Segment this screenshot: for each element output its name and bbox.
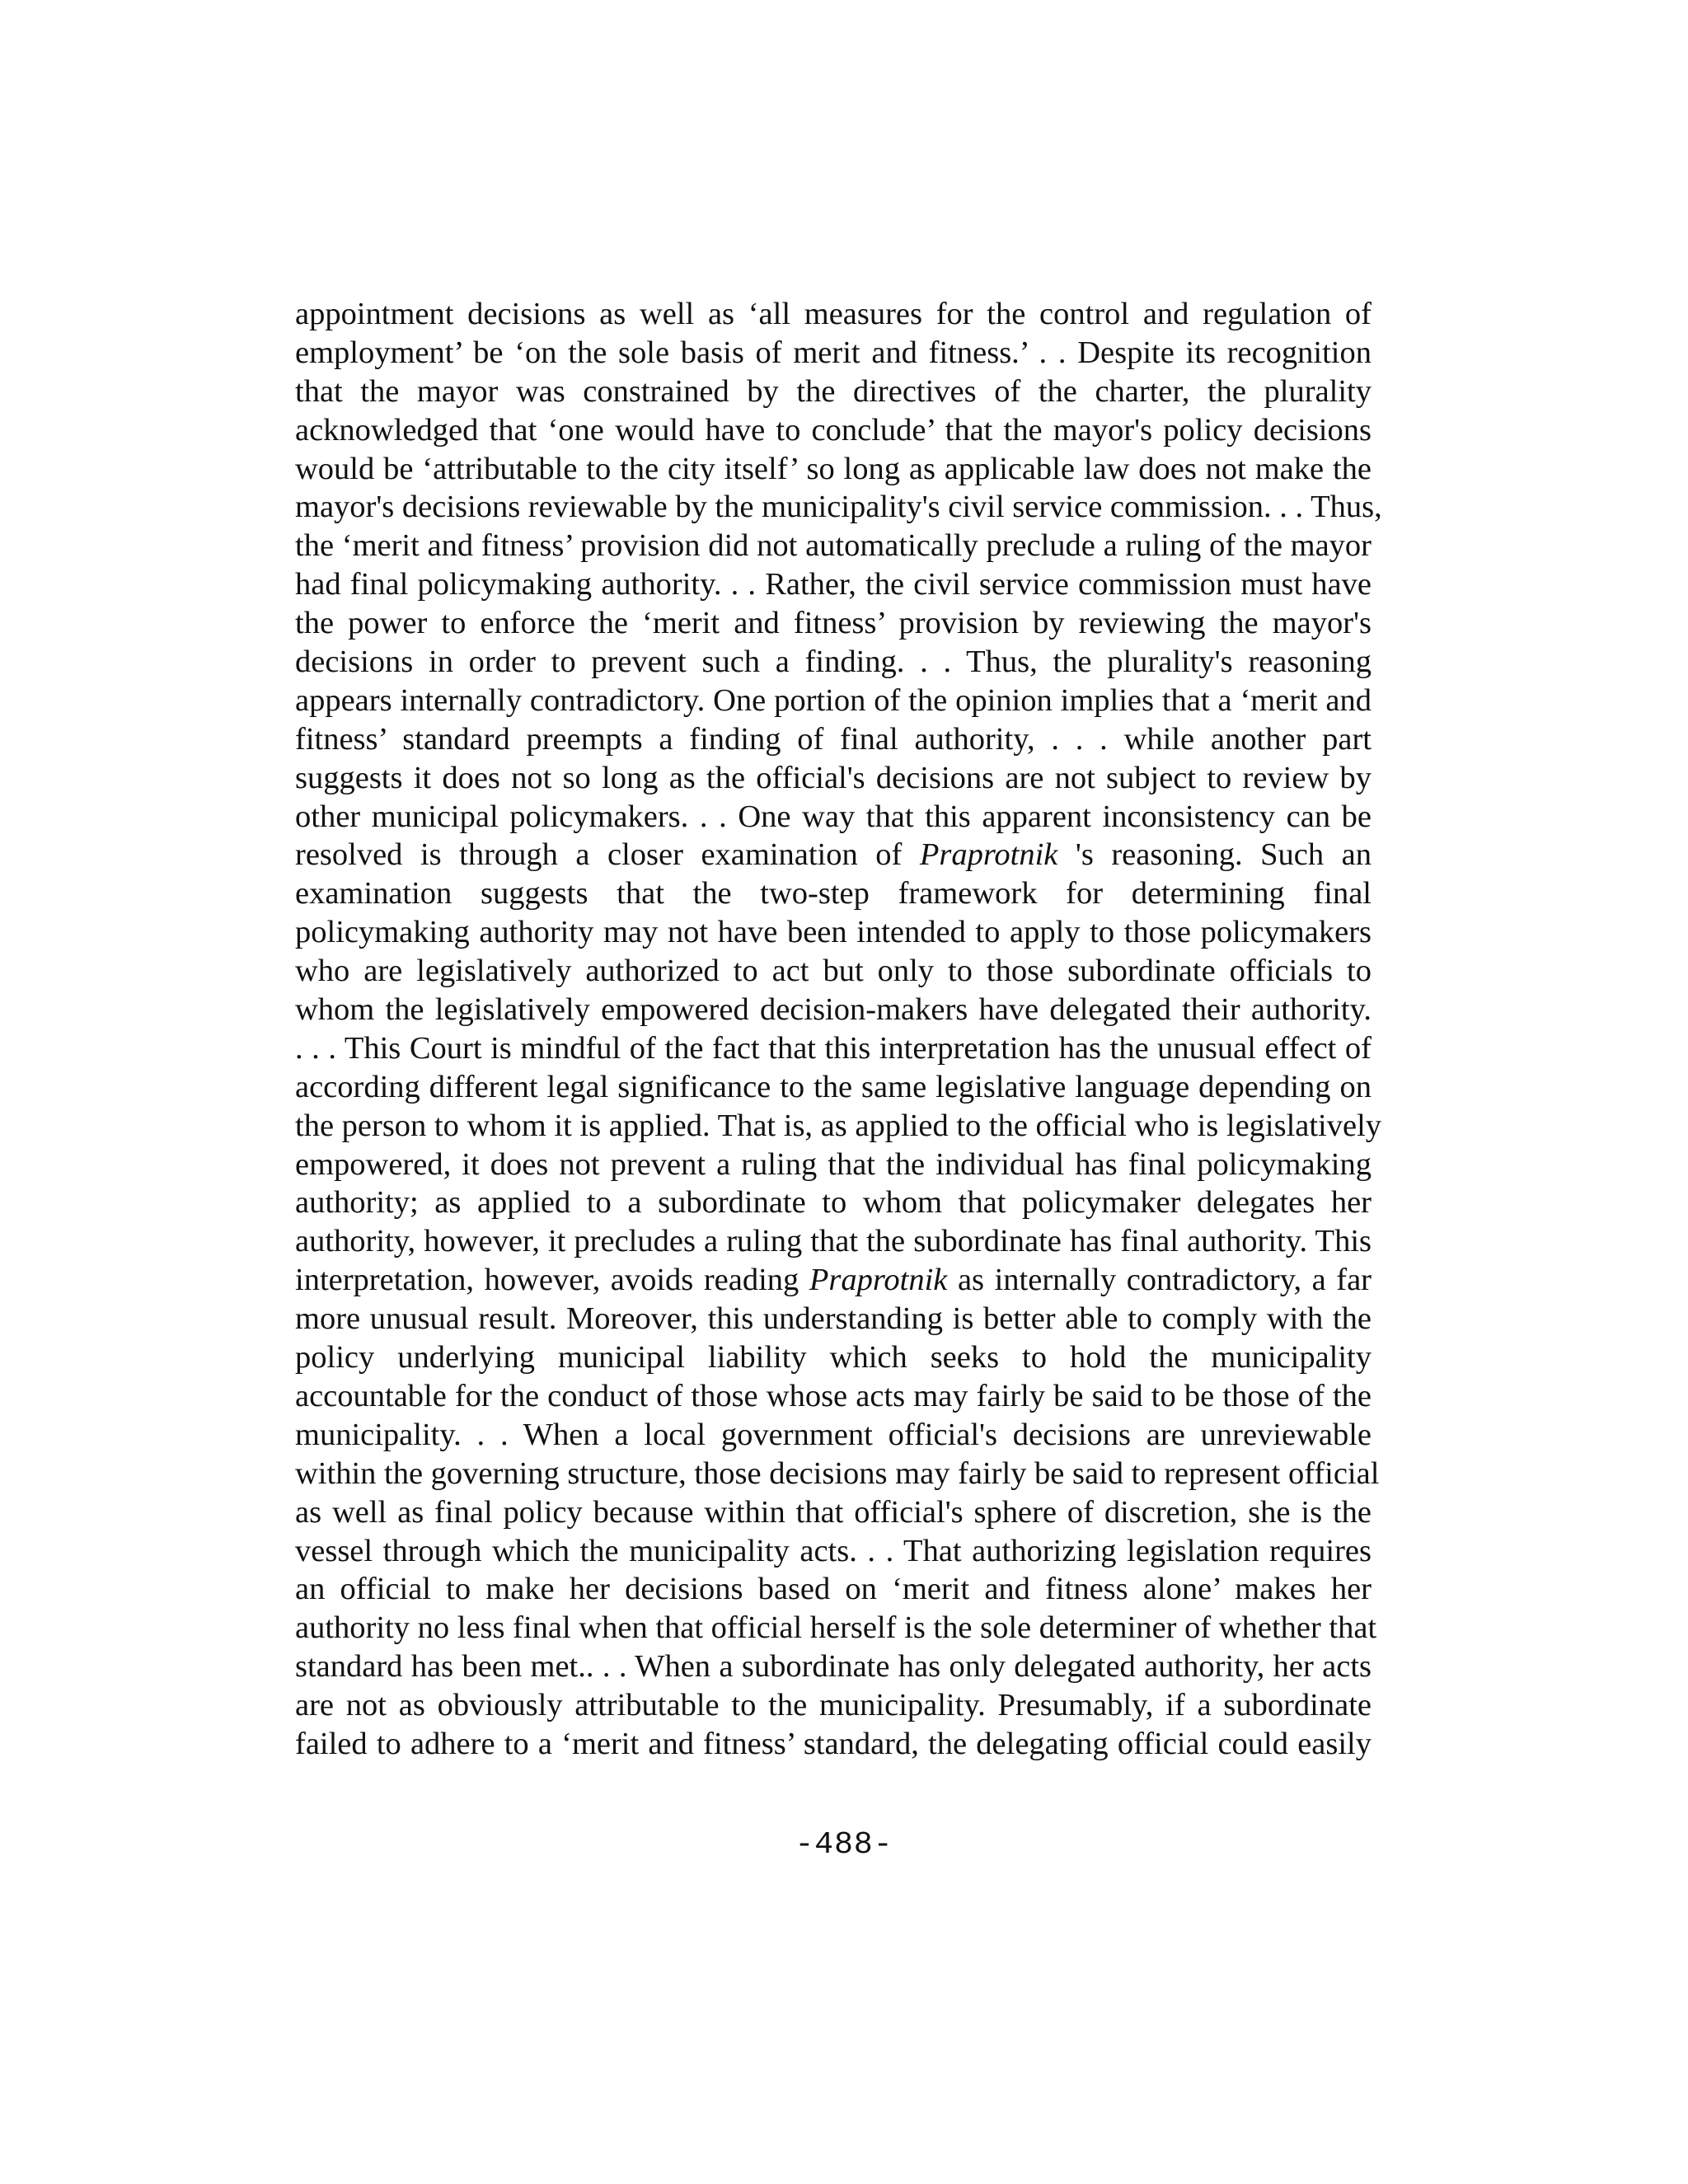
text-line: standard has been met.. . . When a subordinate has only delegated authority, her acts (295, 1649, 1372, 1685)
text-segment: as internally contradictory, a far (947, 1263, 1372, 1298)
text-line: suggests it does not so long as the official's decisions are not subject to review by (295, 760, 1372, 795)
text-line: authority no less final when that official herself is the sole determiner of whether that (295, 1610, 1377, 1646)
text-line: the ‘merit and fitness’ provision did not automatically preclude a ruling of the mayor (295, 528, 1372, 564)
text-line: that the mayor was constrained by the directives of the charter, the plurality (295, 373, 1372, 409)
text-line: are not as obviously attributable to the municipality. Presumably, if a subordinate (295, 1688, 1372, 1723)
text-line: more unusual result. Moreover, this understanding is better able to comply with the (295, 1301, 1372, 1337)
text-line: appears internally contradictory. One portion of the opinion implies that a ‘merit and (295, 682, 1372, 718)
text-segment: 's reasoning. Such an (1057, 837, 1372, 873)
text-line: as well as final policy because within that official's sphere of discretion, she is the (295, 1494, 1372, 1530)
text-line: an official to make her decisions based on ‘merit and fitness alone’ makes her (295, 1572, 1372, 1607)
text-line: who are legislatively authorized to act but only to those subordinate officials to (295, 954, 1372, 989)
text-line-with-case-name (295, 1261, 1372, 1300)
text-line: employment’ be ‘on the sole basis of merit and fitness.’ . . Despite its recognition (295, 335, 1372, 370)
text-line: other municipal policymakers. . . One way that this apparent inconsistency can be (295, 799, 1372, 834)
text-line: whom the legislatively empowered decision-makers have delegated their authority. (295, 992, 1372, 1028)
text-line: within the governing structure, those decisions may fairly be said to represent official (295, 1455, 1380, 1491)
text-line: acknowledged that ‘one would have to conclude’ that the mayor's policy decisions (295, 412, 1372, 448)
text-line: vessel through which the municipality acts. . . That authorizing legislation requires (295, 1533, 1372, 1568)
text-line: policymaking authority may not have been intended to apply to those policymakers (295, 915, 1372, 950)
page-number: -488- (795, 1827, 893, 1863)
case-name-italic: Praprotnik (919, 837, 1058, 873)
text-line: the person to whom it is applied. That is, as applied to the official who is legislatively (295, 1108, 1382, 1143)
body-text (295, 295, 1382, 1764)
text-line: had final policymaking authority. . . Rather, the civil service commission must have (295, 567, 1372, 602)
text-segment: resolved is through a closer examination of (295, 837, 920, 873)
text-line-with-case-name (295, 836, 1372, 874)
text-line: authority; as applied to a subordinate to whom that policymaker delegates her (295, 1185, 1372, 1221)
text-line: fitness’ standard preempts a finding of final authority, . . . while another part (295, 721, 1372, 757)
text-line: would be ‘attributable to the city itself’ so long as applicable law does not make the (295, 451, 1372, 486)
text-line: municipality. . . When a local government official's decisions are unreviewable (295, 1417, 1372, 1452)
text-line: accountable for the conduct of those whose acts may fairly be said to be those of the (295, 1378, 1372, 1413)
text-line: decisions in order to prevent such a finding. . . Thus, the plurality's reasoning (295, 644, 1372, 680)
text-line: mayor's decisions reviewable by the municipality's civil service commission. . . Thus, (295, 490, 1382, 525)
text-line: examination suggests that the two-step framework for determining final (295, 876, 1372, 912)
text-line: authority, however, it precludes a ruling that the subordinate has final authority. This (295, 1224, 1372, 1259)
text-line: according different legal significance to the same legislative language depending on (295, 1069, 1372, 1104)
text-line: failed to adhere to a ‘merit and fitness’ standard, the delegating official could easily (295, 1726, 1372, 1761)
text-segment: interpretation, however, avoids reading (295, 1263, 809, 1298)
case-name-italic: Praprotnik (809, 1263, 948, 1298)
text-line: empowered, it does not prevent a ruling that the individual has final policymaking (295, 1146, 1372, 1182)
text-line: the power to enforce the ‘merit and fitness’ provision by reviewing the mayor's (295, 606, 1372, 641)
text-line: policy underlying municipal liability which seeks to hold the municipality (295, 1340, 1372, 1376)
text-line: appointment decisions as well as ‘all measures for the control and regulation of (295, 297, 1372, 331)
text-line: . . . This Court is mindful of the fact that this interpretation has the unusual effect of (295, 1030, 1372, 1066)
